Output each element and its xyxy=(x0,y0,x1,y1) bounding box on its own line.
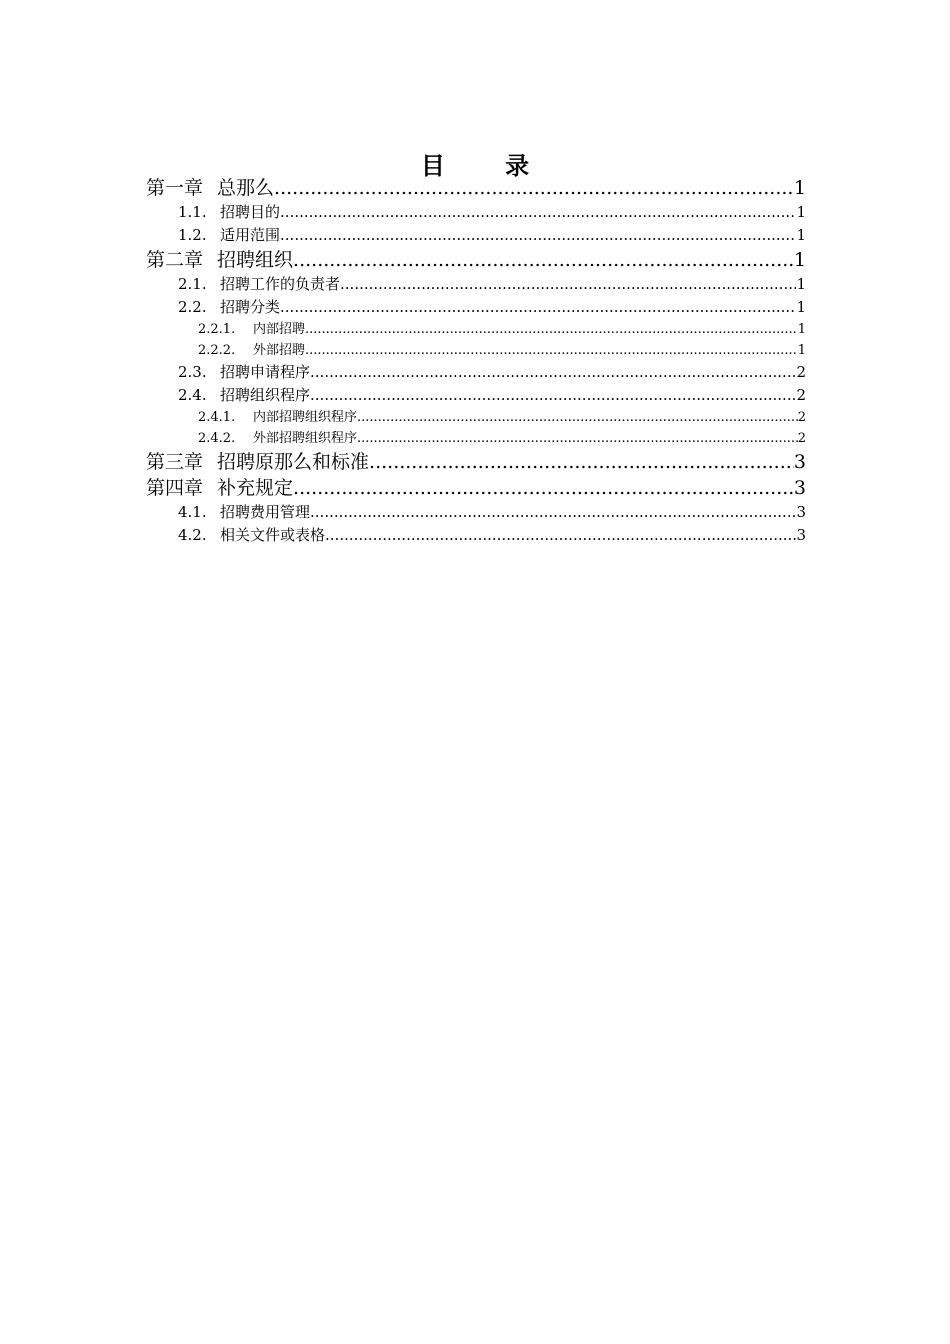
toc-entry[interactable] xyxy=(146,247,806,273)
toc-entry-label: 外部招聘组织程序 xyxy=(253,431,358,446)
toc-entry-label: 招聘工作的负责者 xyxy=(220,275,341,293)
toc-entry-number: 4.2. xyxy=(178,526,207,544)
toc-entry-page: 1 xyxy=(797,343,806,358)
dot-leader xyxy=(310,361,796,384)
dot-leader xyxy=(357,428,798,449)
toc-entry-label: 适用范围 xyxy=(220,226,281,244)
toc-entry-page: 3 xyxy=(796,503,806,521)
toc-entry-label: 内部招聘组织程序 xyxy=(253,410,358,425)
table-of-contents xyxy=(146,175,806,547)
dot-leader xyxy=(325,524,796,547)
dot-leader xyxy=(310,501,796,524)
toc-entry-page: 1 xyxy=(796,275,806,293)
dot-leader xyxy=(305,319,798,340)
toc-entry-number: 4.1. xyxy=(178,503,207,521)
toc-entry-label: 招聘组织程序 xyxy=(220,386,311,404)
toc-entry-label: 招聘原那么和标准 xyxy=(217,451,370,473)
toc-entry-page: 1 xyxy=(797,322,806,337)
toc-entry[interactable] xyxy=(146,273,806,296)
toc-entry-number: 1.1. xyxy=(178,203,207,221)
toc-entry-number: 2.2.2. xyxy=(198,343,236,358)
toc-entry-page: 3 xyxy=(793,451,806,473)
toc-entry[interactable] xyxy=(146,224,806,247)
toc-entry[interactable] xyxy=(146,361,806,384)
toc-entry[interactable] xyxy=(146,384,806,407)
toc-entry-page: 1 xyxy=(793,249,806,271)
dot-leader xyxy=(280,296,796,319)
toc-entry[interactable] xyxy=(146,449,806,475)
toc-entry-page: 1 xyxy=(796,298,806,316)
toc-entry-number: 1.2. xyxy=(178,226,207,244)
toc-entry[interactable] xyxy=(146,175,806,201)
dot-leader xyxy=(274,175,794,201)
toc-entry-number: 第四章 xyxy=(146,477,204,499)
dot-leader xyxy=(280,201,796,224)
toc-entry[interactable] xyxy=(146,524,806,547)
dot-leader xyxy=(369,449,794,475)
dot-leader xyxy=(310,384,796,407)
dot-leader xyxy=(280,224,796,247)
toc-entry-page: 2 xyxy=(796,363,806,381)
toc-entry-label: 总那么 xyxy=(217,177,275,199)
toc-entry-number: 2.3. xyxy=(178,363,207,381)
toc-title: 目 录 xyxy=(420,151,556,180)
toc-entry-number: 第二章 xyxy=(146,249,204,271)
toc-entry[interactable] xyxy=(146,340,806,361)
dot-leader xyxy=(293,247,794,273)
toc-entry-label: 招聘申请程序 xyxy=(220,363,311,381)
toc-entry[interactable] xyxy=(146,407,806,428)
toc-entry-number: 第一章 xyxy=(146,177,204,199)
toc-entry-number: 2.4. xyxy=(178,386,207,404)
toc-entry-page: 1 xyxy=(793,177,806,199)
toc-entry[interactable] xyxy=(146,296,806,319)
toc-entry-page: 3 xyxy=(796,526,806,544)
dot-leader xyxy=(340,273,796,296)
toc-entry-number: 2.4.1. xyxy=(198,410,236,425)
toc-entry-number: 第三章 xyxy=(146,451,204,473)
dot-leader xyxy=(357,407,798,428)
toc-entry-page: 3 xyxy=(793,477,806,499)
toc-entry-label: 相关文件或表格 xyxy=(220,526,326,544)
toc-entry[interactable] xyxy=(146,501,806,524)
toc-entry-page: 2 xyxy=(796,386,806,404)
toc-entry-label: 内部招聘 xyxy=(253,322,306,337)
toc-entry-label: 外部招聘 xyxy=(253,343,306,358)
toc-entry-label: 招聘费用管理 xyxy=(220,503,311,521)
toc-entry[interactable] xyxy=(146,428,806,449)
dot-leader xyxy=(305,340,798,361)
toc-entry-label: 招聘目的 xyxy=(220,203,281,221)
toc-entry-label: 招聘分类 xyxy=(220,298,281,316)
dot-leader xyxy=(293,475,794,501)
toc-entry-label: 补充规定 xyxy=(217,477,294,499)
toc-entry-label: 招聘组织 xyxy=(217,249,294,271)
toc-entry[interactable] xyxy=(146,475,806,501)
toc-entry-page: 1 xyxy=(796,226,806,244)
toc-entry-page: 1 xyxy=(796,203,806,221)
toc-entry[interactable] xyxy=(146,201,806,224)
toc-entry-number: 2.2. xyxy=(178,298,207,316)
toc-entry-page: 2 xyxy=(797,431,806,446)
toc-entry-number: 2.2.1. xyxy=(198,322,236,337)
toc-entry-page: 2 xyxy=(797,410,806,425)
toc-entry-number: 2.4.2. xyxy=(198,431,236,446)
toc-entry[interactable] xyxy=(146,319,806,340)
toc-entry-number: 2.1. xyxy=(178,275,207,293)
